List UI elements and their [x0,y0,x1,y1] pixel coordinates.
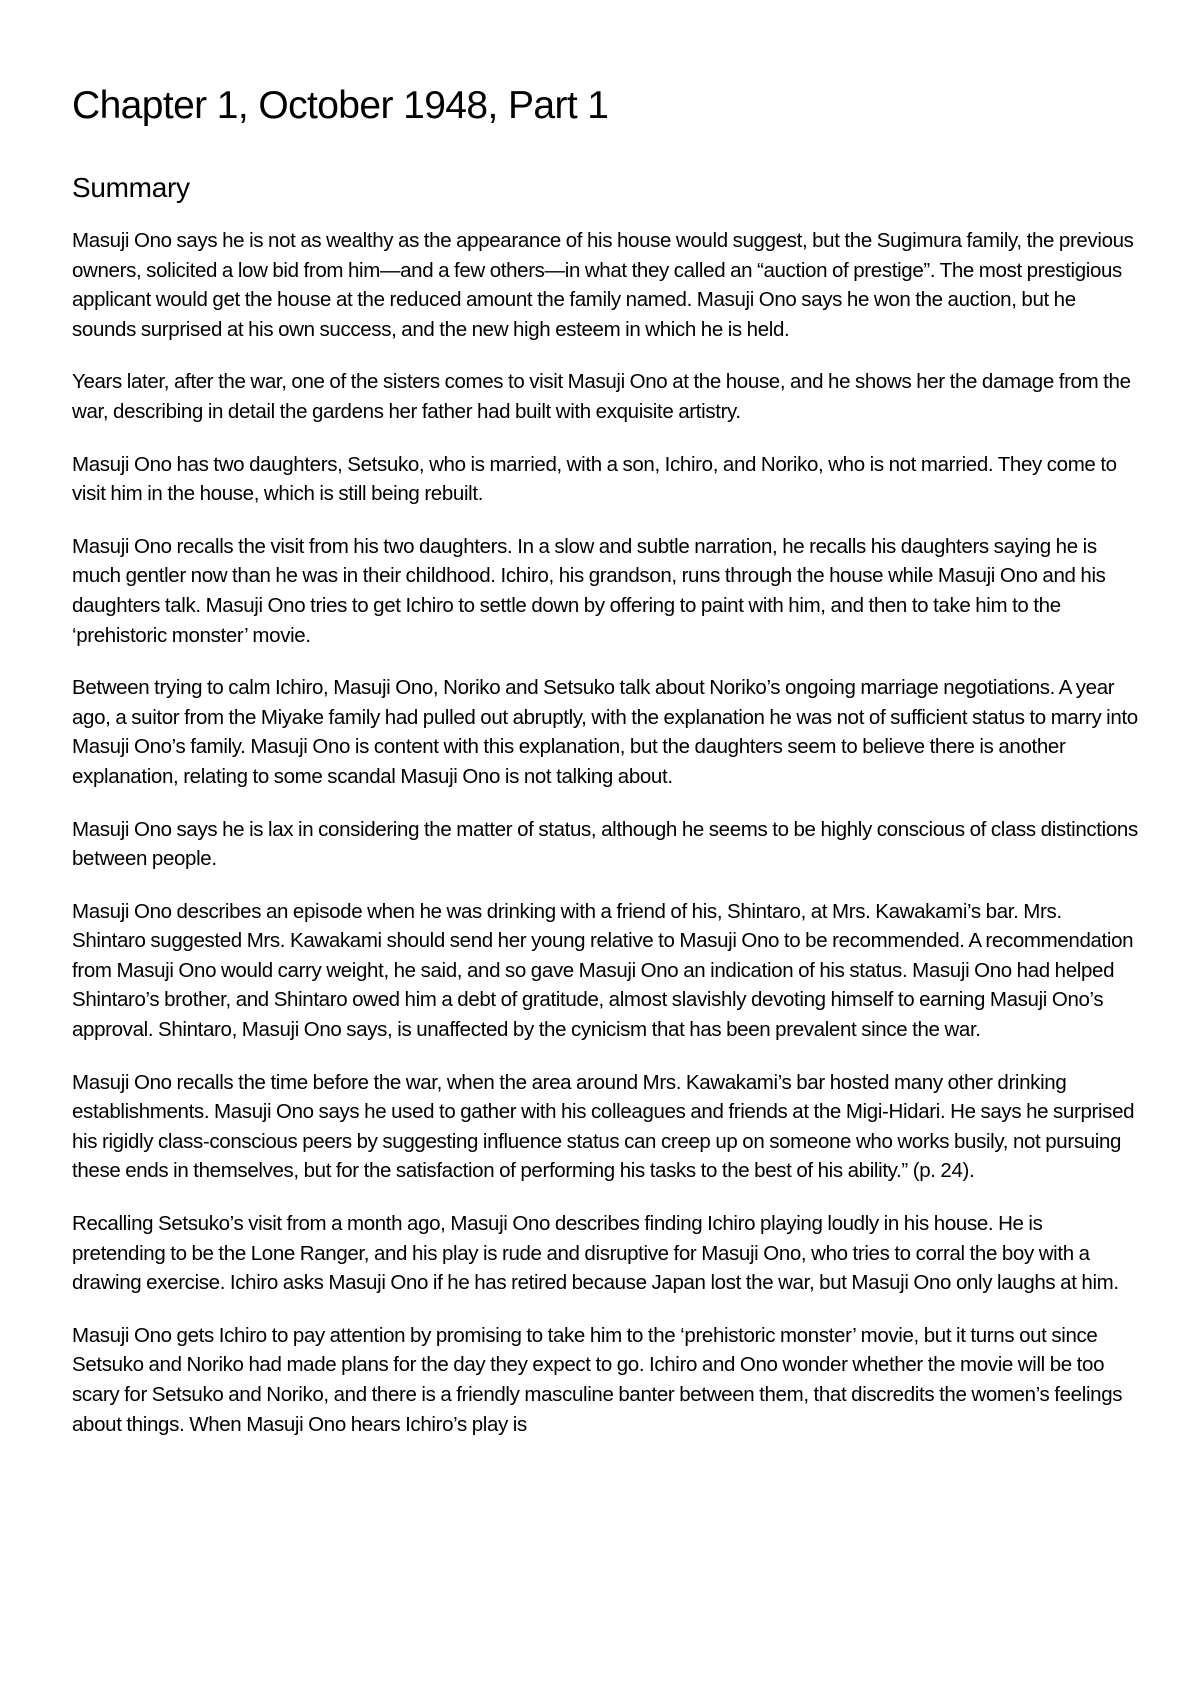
document-page [72,78,1138,1462]
paragraph-5: Between trying to calm Ichiro, Masuji Ono, Noriko and Setsuko talk about Noriko’s ongoing marriage negotiations. A year ago, a suitor from the Miyake family had pulled out abruptly, with the explanation he was not of sufficient status to marry into Masuji Ono’s family. Masuji Ono is content with this explanation, but the daughters seem to believe there is another explanation, relating to some scandal Masuji Ono is not talking about. [72,676,1138,788]
paragraph-10: Masuji Ono gets Ichiro to pay attention by promising to take him to the ‘prehistoric monster’ movie, but it turns out since Setsuko and Noriko had made plans for the day they expect to go. Ichiro and Ono wonder whether the movie will be too scary for Setsuko and Noriko, and there is a friendly masculine banter between them, that discredits the women’s feelings about things. When Masuji Ono hears Ichiro’s play is [72,1323,1123,1436]
paragraph-6: Masuji Ono says he is lax in considering the matter of status, although he seems to be highly conscious of class distinctions between people. [72,817,1138,871]
section-heading-summary: Summary [72,172,190,203]
paragraph-3: Masuji Ono has two daughters, Setsuko, who is married, with a son, Ichiro, and Noriko, who is not married. They come to visit him in the house, which is still being rebuilt. [72,452,1117,506]
paragraph-2: Years later, after the war, one of the sisters comes to visit Masuji Ono at the house, and he shows her the damage from the war, describing in detail the gardens her father had built with exquisite artistry. [72,370,1131,423]
summary-body [72,226,1138,1439]
paragraph-9: Recalling Setsuko’s visit from a month ago, Masuji Ono describes finding Ichiro playing loudly in his house. He is pretending to be the Lone Ranger, and his play is rude and disruptive for Masuji Ono, who tries to corral the boy with a drawing exercise. Ichiro asks Masuji Ono if he has retired because Japan lost the war, but Masuji Ono only laughs at him. [72,1212,1119,1295]
paragraph-7: Masuji Ono describes an episode when he was drinking with a friend of his, Shintaro, at Mrs. Kawakami’s bar. Mrs. Shintaro suggested Mrs. Kawakami should send her young relative to Masuji Ono to be recommended. A recommendation from Masuji Ono would carry weight, he said, and so gave Masuji Ono an indication of his status. Masuji Ono had helped Shintaro’s brother, and Shintaro owed him a debt of gratitude, almost slavishly devoting himself to earning Masuji Ono’s approval. Shintaro, Masuji Ono says, is unaffected by the cynicism that has been prevalent since the war. [72,899,1134,1042]
paragraph-1: Masuji Ono says he is not as wealthy as the appearance of his house would suggest, but the Sugimura family, the previous owners, solicited a low bid from him—and a few others—in what they called an “auction of prestige”. The most prestigious applicant would get the house at the reduced amount the family named. Masuji Ono says he won the auction, but he sounds surprised at his own success, and the new high esteem in which he is held. [72,229,1134,341]
document-title: Chapter 1, October 1948, Part 1 [72,84,609,127]
paragraph-4: Masuji Ono recalls the visit from his two daughters. In a slow and subtle narration, he recalls his daughters saying he is much gentler now than he was in their childhood. Ichiro, his grandson, runs through the house while Masuji Ono and his daughters talk. Masuji Ono tries to get Ichiro to settle down by offering to paint with him, and then to take him to the ‘prehistoric monster’ movie. [72,534,1106,647]
paragraph-8: Masuji Ono recalls the time before the war, when the area around Mrs. Kawakami’s bar hosted many other drinking establishments. Masuji Ono says he used to gather with his colleagues and friends at the Migi-Hidari. He says he surprised his rigidly class-conscious peers by suggesting influence status can creep up on someone who works busily, not pursuing these ends in themselves, but for the satisfaction of performing his tasks to the best of his ability.” (p. 24). [72,1070,1135,1183]
